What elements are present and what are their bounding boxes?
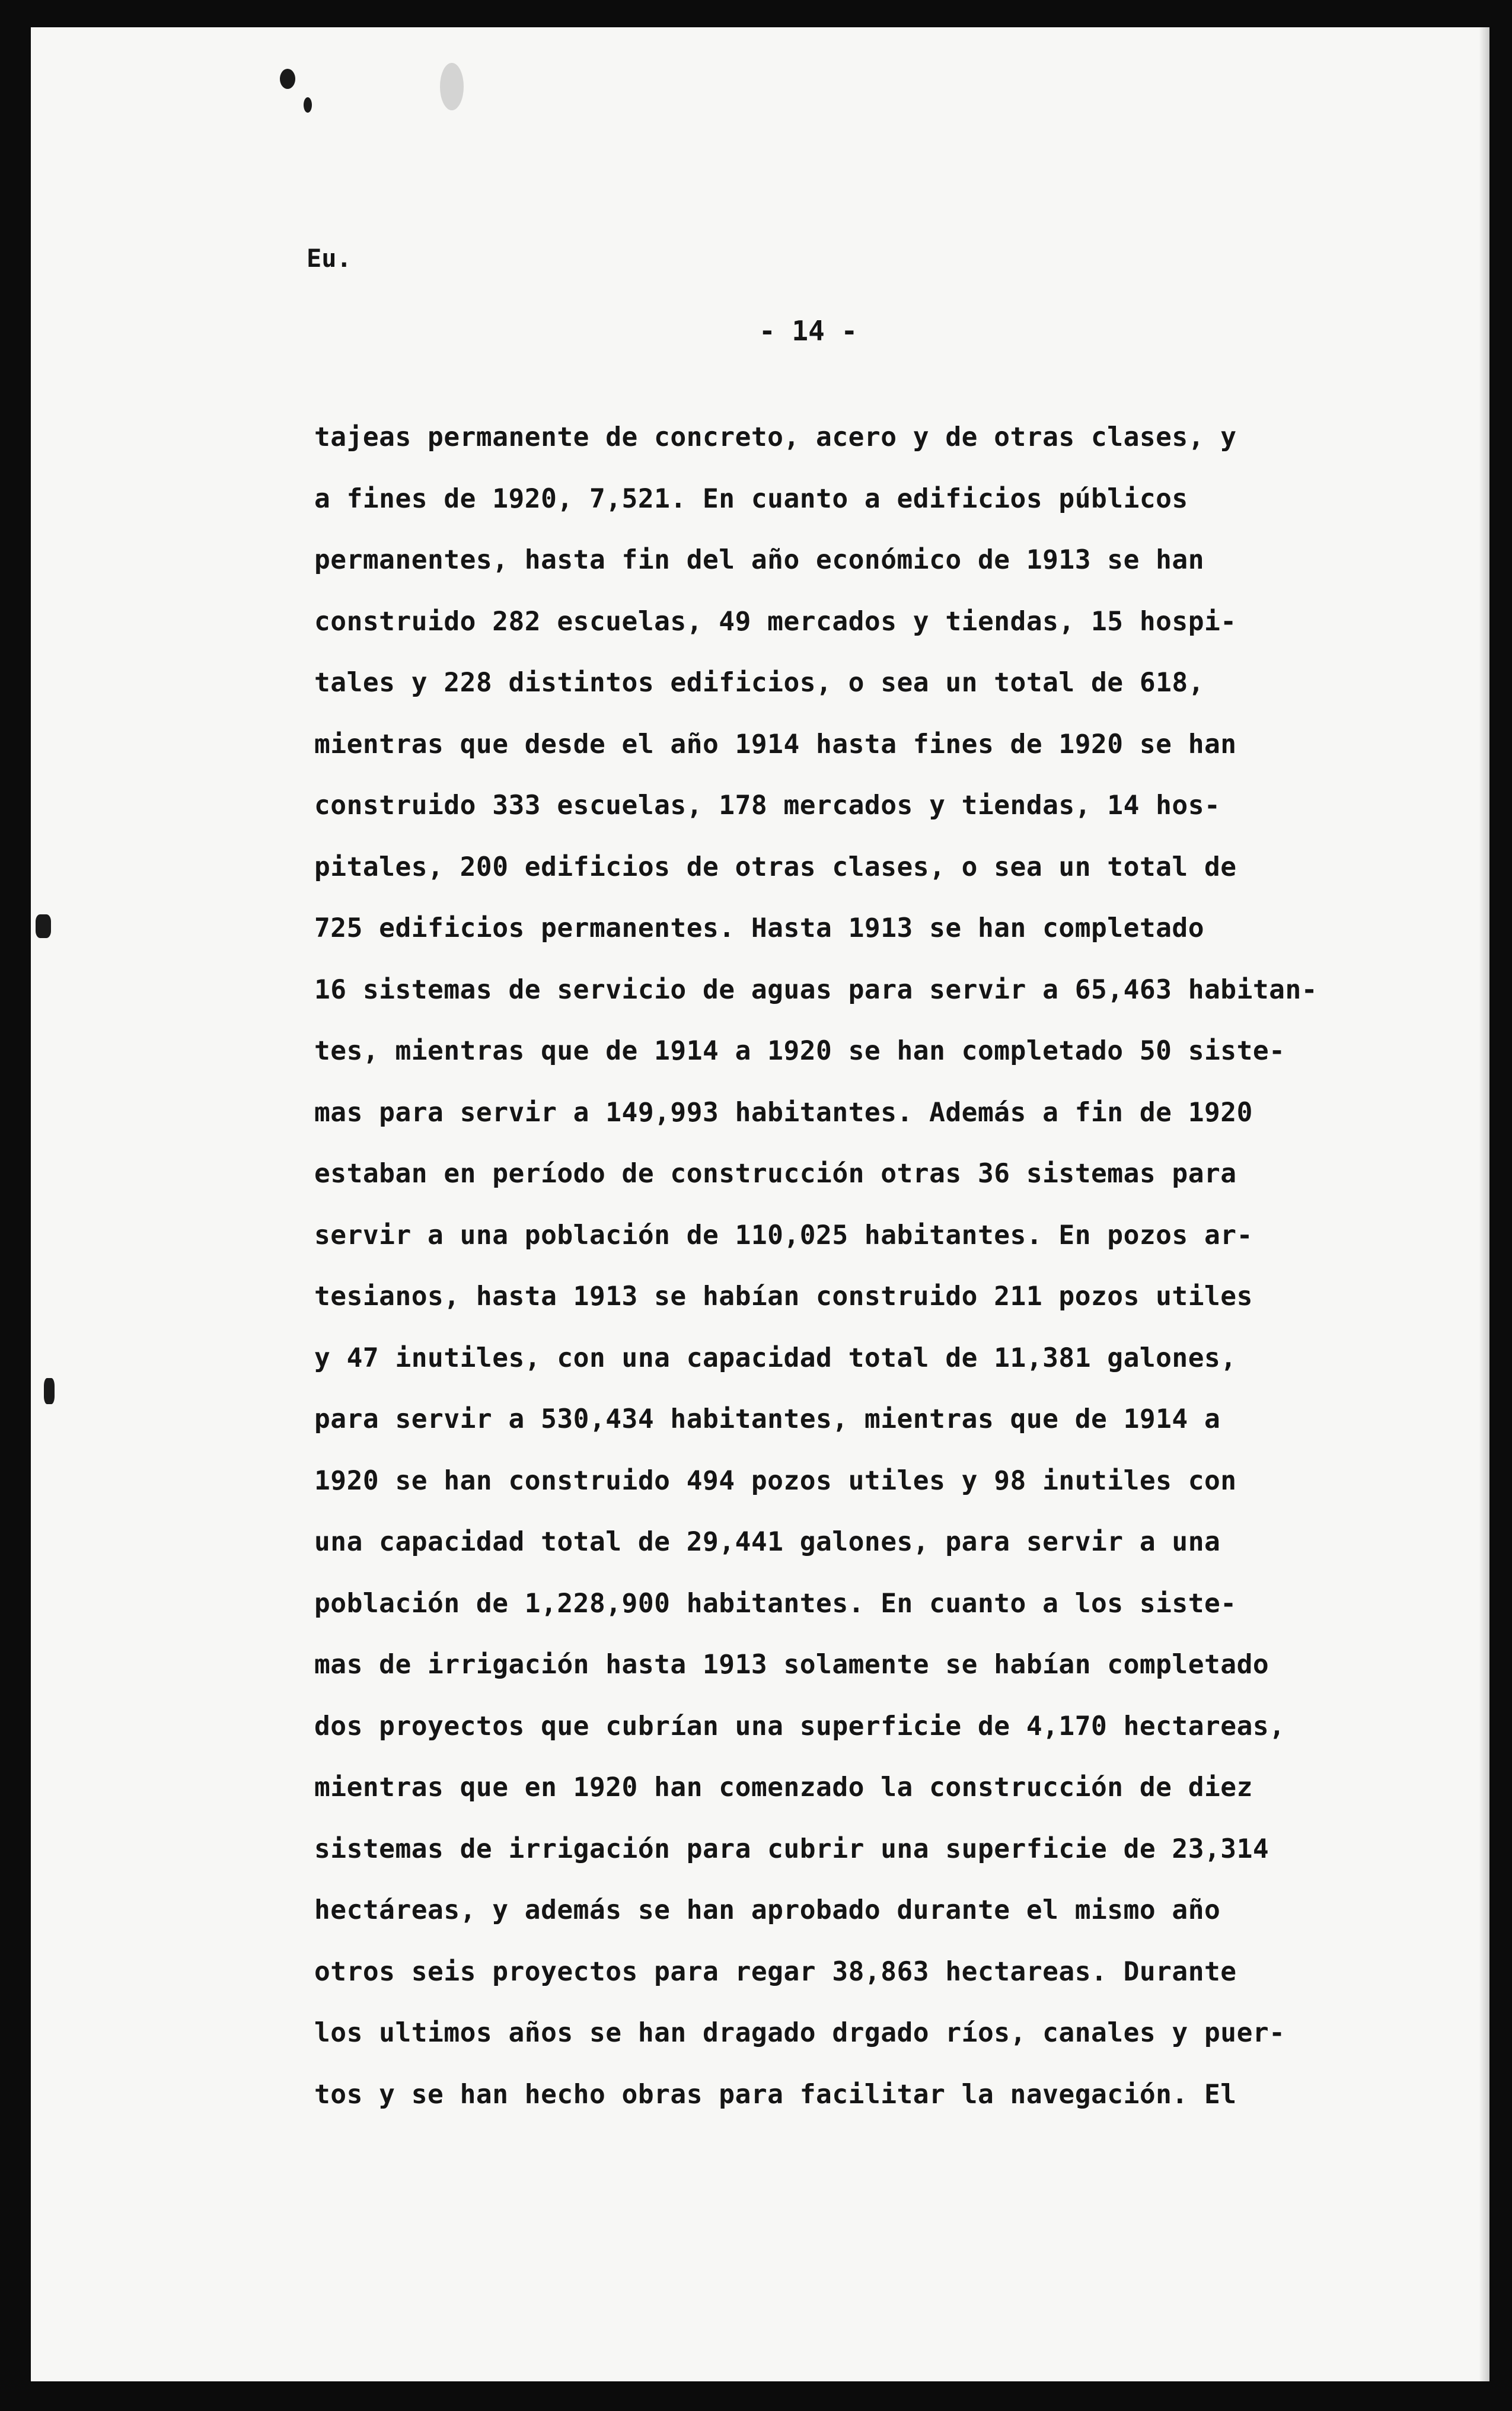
margin-tick-mark — [44, 1378, 55, 1404]
page-number: - 14 - — [759, 315, 858, 347]
margin-tick-mark — [36, 914, 51, 938]
text-line: los ultimos años se han dragado drgado ríos, canales y puer- — [314, 2018, 1285, 2048]
text-line: a fines de 1920, 7,521. En cuanto a edificios públicos — [314, 483, 1188, 514]
text-line: permanentes, hasta fin del año económico de 1913 se han — [314, 545, 1205, 575]
text-line: construido 333 escuelas, 178 mercados y tiendas, 14 hos- — [314, 790, 1221, 821]
ink-smudge-mark — [440, 63, 464, 110]
text-line: tajeas permanente de concreto, acero y de otras clases, y — [314, 422, 1237, 452]
page-edge-shadow — [1479, 27, 1489, 2381]
text-line: hectáreas, y además se han aprobado durante el mismo año — [314, 1895, 1221, 1925]
text-line: y 47 inutiles, con una capacidad total de 11,381 galones, — [314, 1342, 1237, 1373]
text-line: mientras que desde el año 1914 hasta fines de 1920 se han — [314, 729, 1237, 760]
body-paragraph — [314, 407, 1441, 2125]
text-line: mas de irrigación hasta 1913 solamente se habían completado — [314, 1650, 1269, 1680]
text-line: 1920 se han construido 494 pozos utiles y 98 inutiles con — [314, 1465, 1237, 1496]
text-line: construido 282 escuelas, 49 mercados y tiendas, 15 hospi- — [314, 606, 1237, 637]
text-line: dos proyectos que cubrían una superficie de 4,170 hectareas, — [314, 1711, 1285, 1742]
text-line: servir a una población de 110,025 habitantes. En pozos ar- — [314, 1220, 1253, 1251]
text-line: población de 1,228,900 habitantes. En cuanto a los siste- — [314, 1588, 1237, 1619]
text-line: 16 sistemas de servicio de aguas para servir a 65,463 habitan- — [314, 974, 1318, 1005]
ink-blot-mark — [304, 97, 312, 113]
text-line: mas para servir a 149,993 habitantes. Además a fin de 1920 — [314, 1097, 1253, 1128]
text-line: para servir a 530,434 habitantes, mientras que de 1914 a — [314, 1404, 1221, 1434]
text-line: una capacidad total de 29,441 galones, para servir a una — [314, 1527, 1221, 1557]
text-line: 725 edificios permanentes. Hasta 1913 se han completado — [314, 913, 1205, 943]
text-line: tes, mientras que de 1914 a 1920 se han completado 50 siste- — [314, 1036, 1285, 1066]
text-line: estaban en período de construcción otras 36 sistemas para — [314, 1159, 1237, 1189]
text-line: mientras que en 1920 han comenzado la construcción de diez — [314, 1772, 1253, 1803]
text-line: sistemas de irrigación para cubrir una superficie de 23,314 — [314, 1833, 1269, 1864]
text-line: tales y 228 distintos edificios, o sea un total de 618, — [314, 668, 1205, 698]
document-page — [31, 27, 1489, 2381]
typist-initials: Eu. — [307, 244, 352, 273]
ink-blot-mark — [280, 69, 295, 89]
text-line: tos y se han hecho obras para facilitar la navegación. El — [314, 2079, 1237, 2110]
text-line: pitales, 200 edificios de otras clases, o sea un total de — [314, 851, 1237, 882]
text-line: otros seis proyectos para regar 38,863 hectareas. Durante — [314, 1956, 1237, 1987]
text-line: tesianos, hasta 1913 se habían construido 211 pozos utiles — [314, 1281, 1253, 1312]
